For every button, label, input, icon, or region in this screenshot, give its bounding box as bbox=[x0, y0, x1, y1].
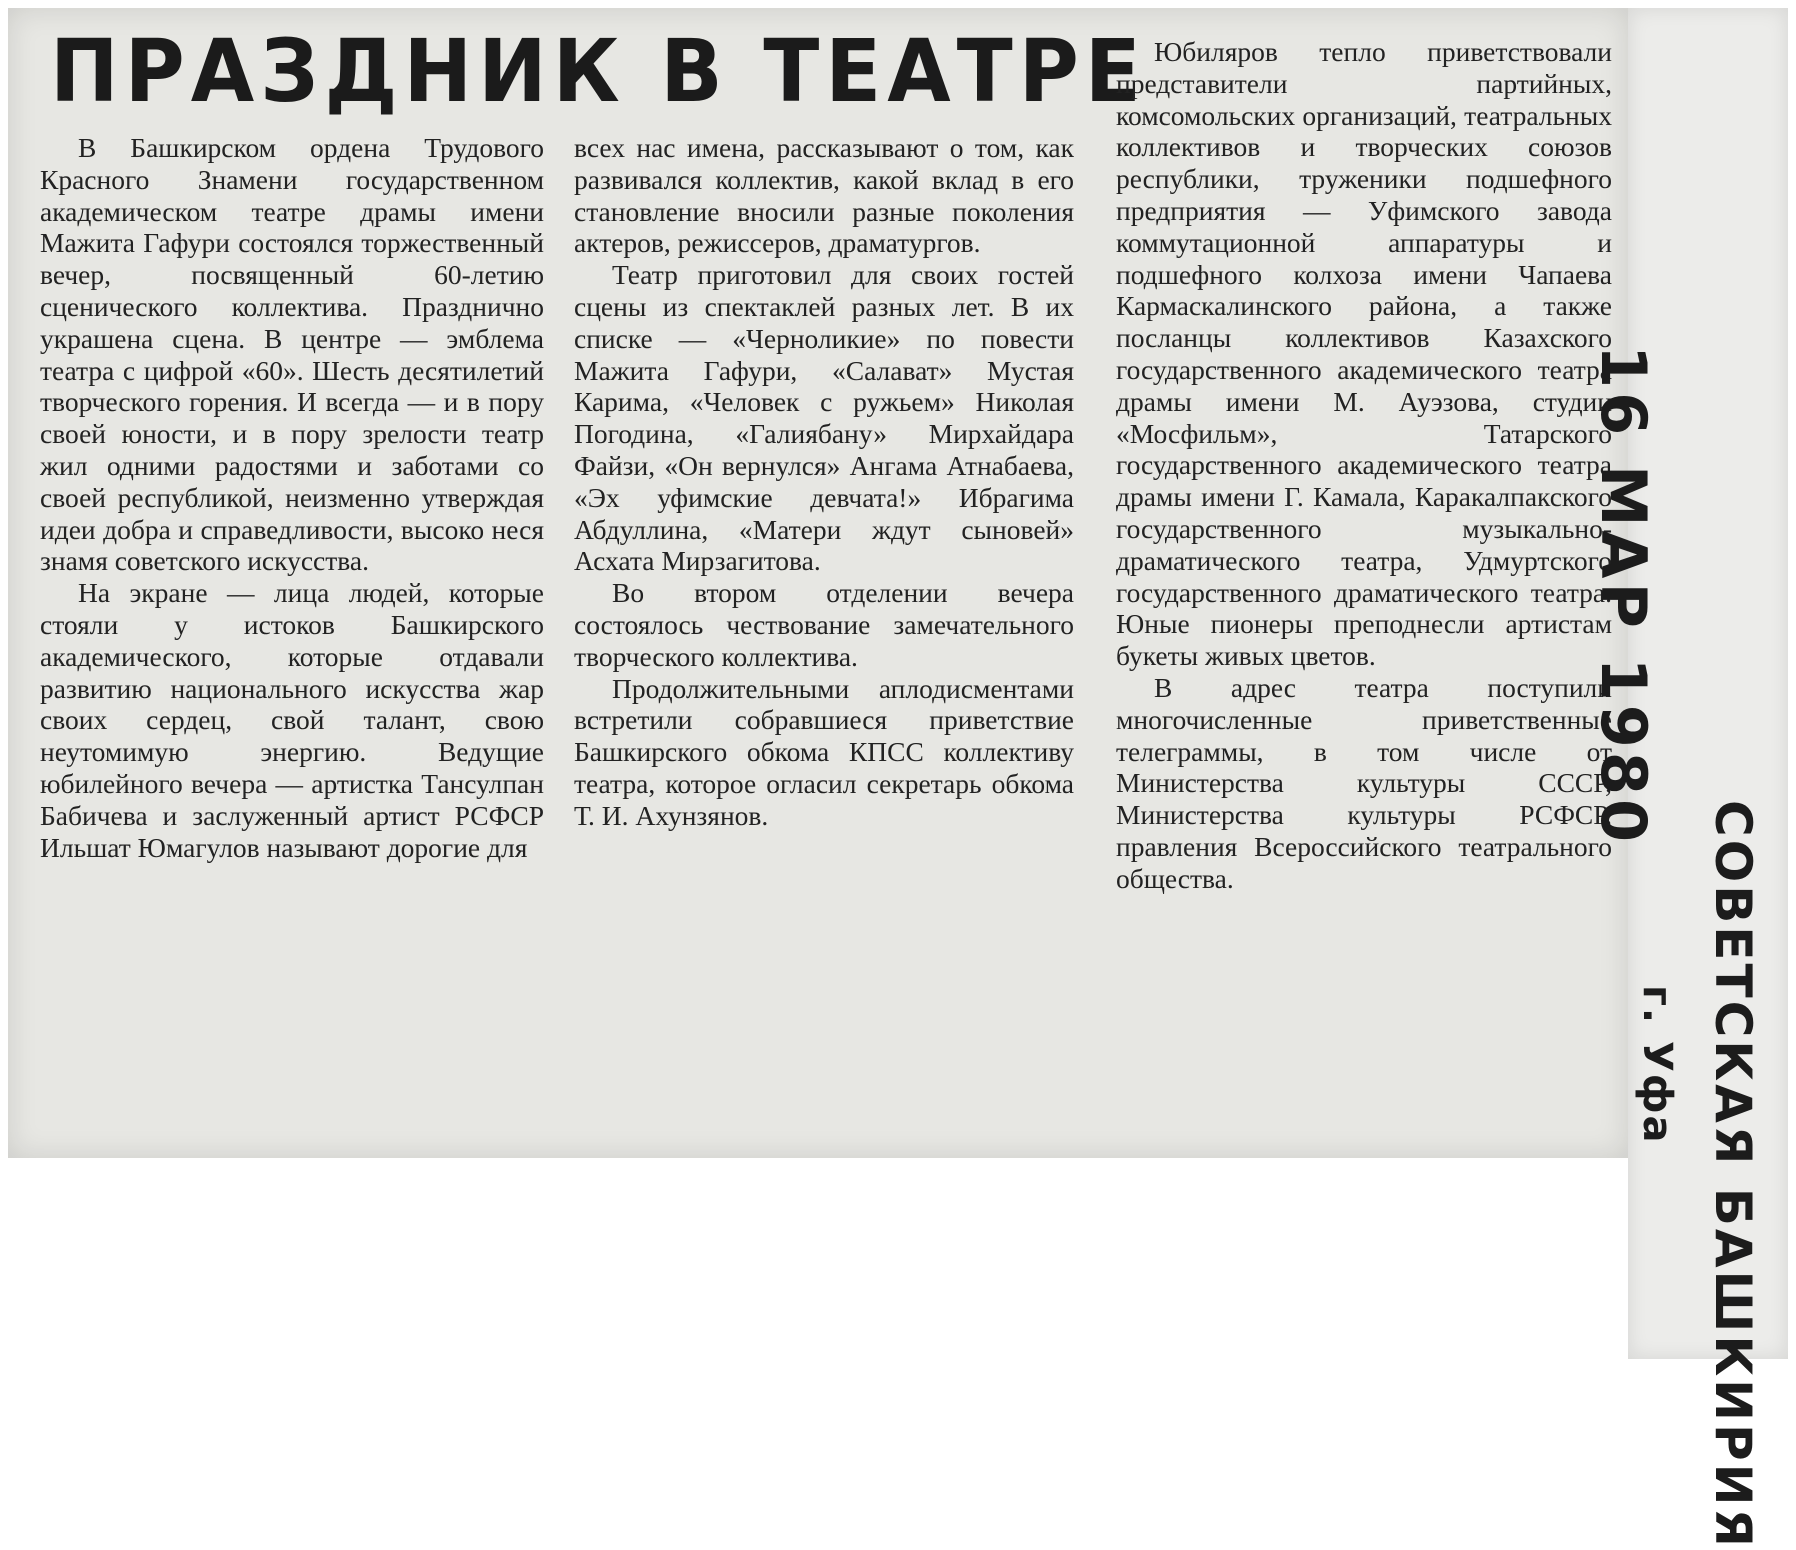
city-stamp: г. Уфа bbox=[1634, 985, 1680, 1145]
paragraph: В Башкирском ордена Трудового Красного Знамени государственном академическом театре драмы имени Мажита Гафури состоялся торжественный вечер, посвященный 60-летию сценического коллектива. Празднично украшена сцена. В центре — эмблема театра с цифрой «60». Шесть десятилетий творческого горения. И всегда — и в пору своей юности, и в пору зрелости театр жил одними радостями и заботами со своей республикой, неизменно утверждая идеи добра и справедливости, высоко неся знамя советского искусства. bbox=[40, 132, 544, 577]
newspaper-clipping bbox=[8, 8, 1628, 1158]
newspaper-source-stamp: СОВЕТСКАЯ БАШКИРИЯ bbox=[1704, 800, 1762, 1550]
date-stamp: 16 МАР 1980 bbox=[1587, 345, 1660, 847]
paragraph: Театр приготовил для своих гостей сцены из спектаклей разных лет. В их списке — «Черноликие» по повести Мажита Гафури, «Салават» Мустая Карима, «Человек с ружьем» Николая Погодина, «Галиябану» Мирхайдара Файзи, «Он вернулся» Ангама Атнабаева, «Эх уфимские девчата!» Ибрагима Абдуллина, «Матери ждут сыновей» Асхата Мирзагитова. bbox=[574, 259, 1074, 577]
article-column-3 bbox=[1116, 36, 1612, 895]
paragraph: На экране — лица людей, которые стояли у истоков Башкирского академического, которые отдавали развитию национального искусства жар своих сердец, свой талант, свою неутомимую энергию. Ведущие юбилейного вечера — артистка Тансулпан Бабичева и заслуженный артист РСФСР Ильшат Юмагулов называют дорогие для bbox=[40, 577, 544, 863]
paragraph: В адрес театра поступили многочисленные приветственные телеграммы, в том числе от Министерства культуры СССР, Министерства культуры РСФСР, правления Всероссийского театрального общества. bbox=[1116, 671, 1612, 894]
paragraph: Юбиляров тепло приветствовали представители партийных, комсомольских организаций, театральных коллективов и творческих союзов республики, труженики подшефного предприятия — Уфимского завода коммутационной аппаратуры и подшефного колхоза имени Чапаева Кармаскалинского района, а также посланцы коллективов Казахского государственного академического театра драмы имени М. Ауэзова, студии «Мосфильм», Татарского государственного академического театра драмы имени Г. Камала, Каракалпакского государственного музыкально-драматического театра, Удмуртского государственного драматического театра. Юные пионеры преподнесли артистам букеты живых цветов. bbox=[1116, 36, 1612, 672]
paragraph: Продолжительными аплодисментами встретили собравшиеся приветствие Башкирского обкома КПСС коллективу театра, которое огласил секретарь обкома Т. И. Ахунзянов. bbox=[574, 672, 1074, 831]
article-headline: ПРАЗДНИК В ТЕАТРЕ bbox=[50, 22, 1147, 122]
article-column-2 bbox=[574, 132, 1074, 832]
paragraph: Во втором отделении вечера состоялось чествование замечательного творческого коллектива. bbox=[574, 577, 1074, 672]
paragraph: всех нас имена, рассказывают о том, как развивался коллектив, какой вклад в его становление вносили разные поколения актеров, режиссеров, драматургов. bbox=[574, 132, 1074, 259]
article-column-1 bbox=[40, 132, 544, 863]
